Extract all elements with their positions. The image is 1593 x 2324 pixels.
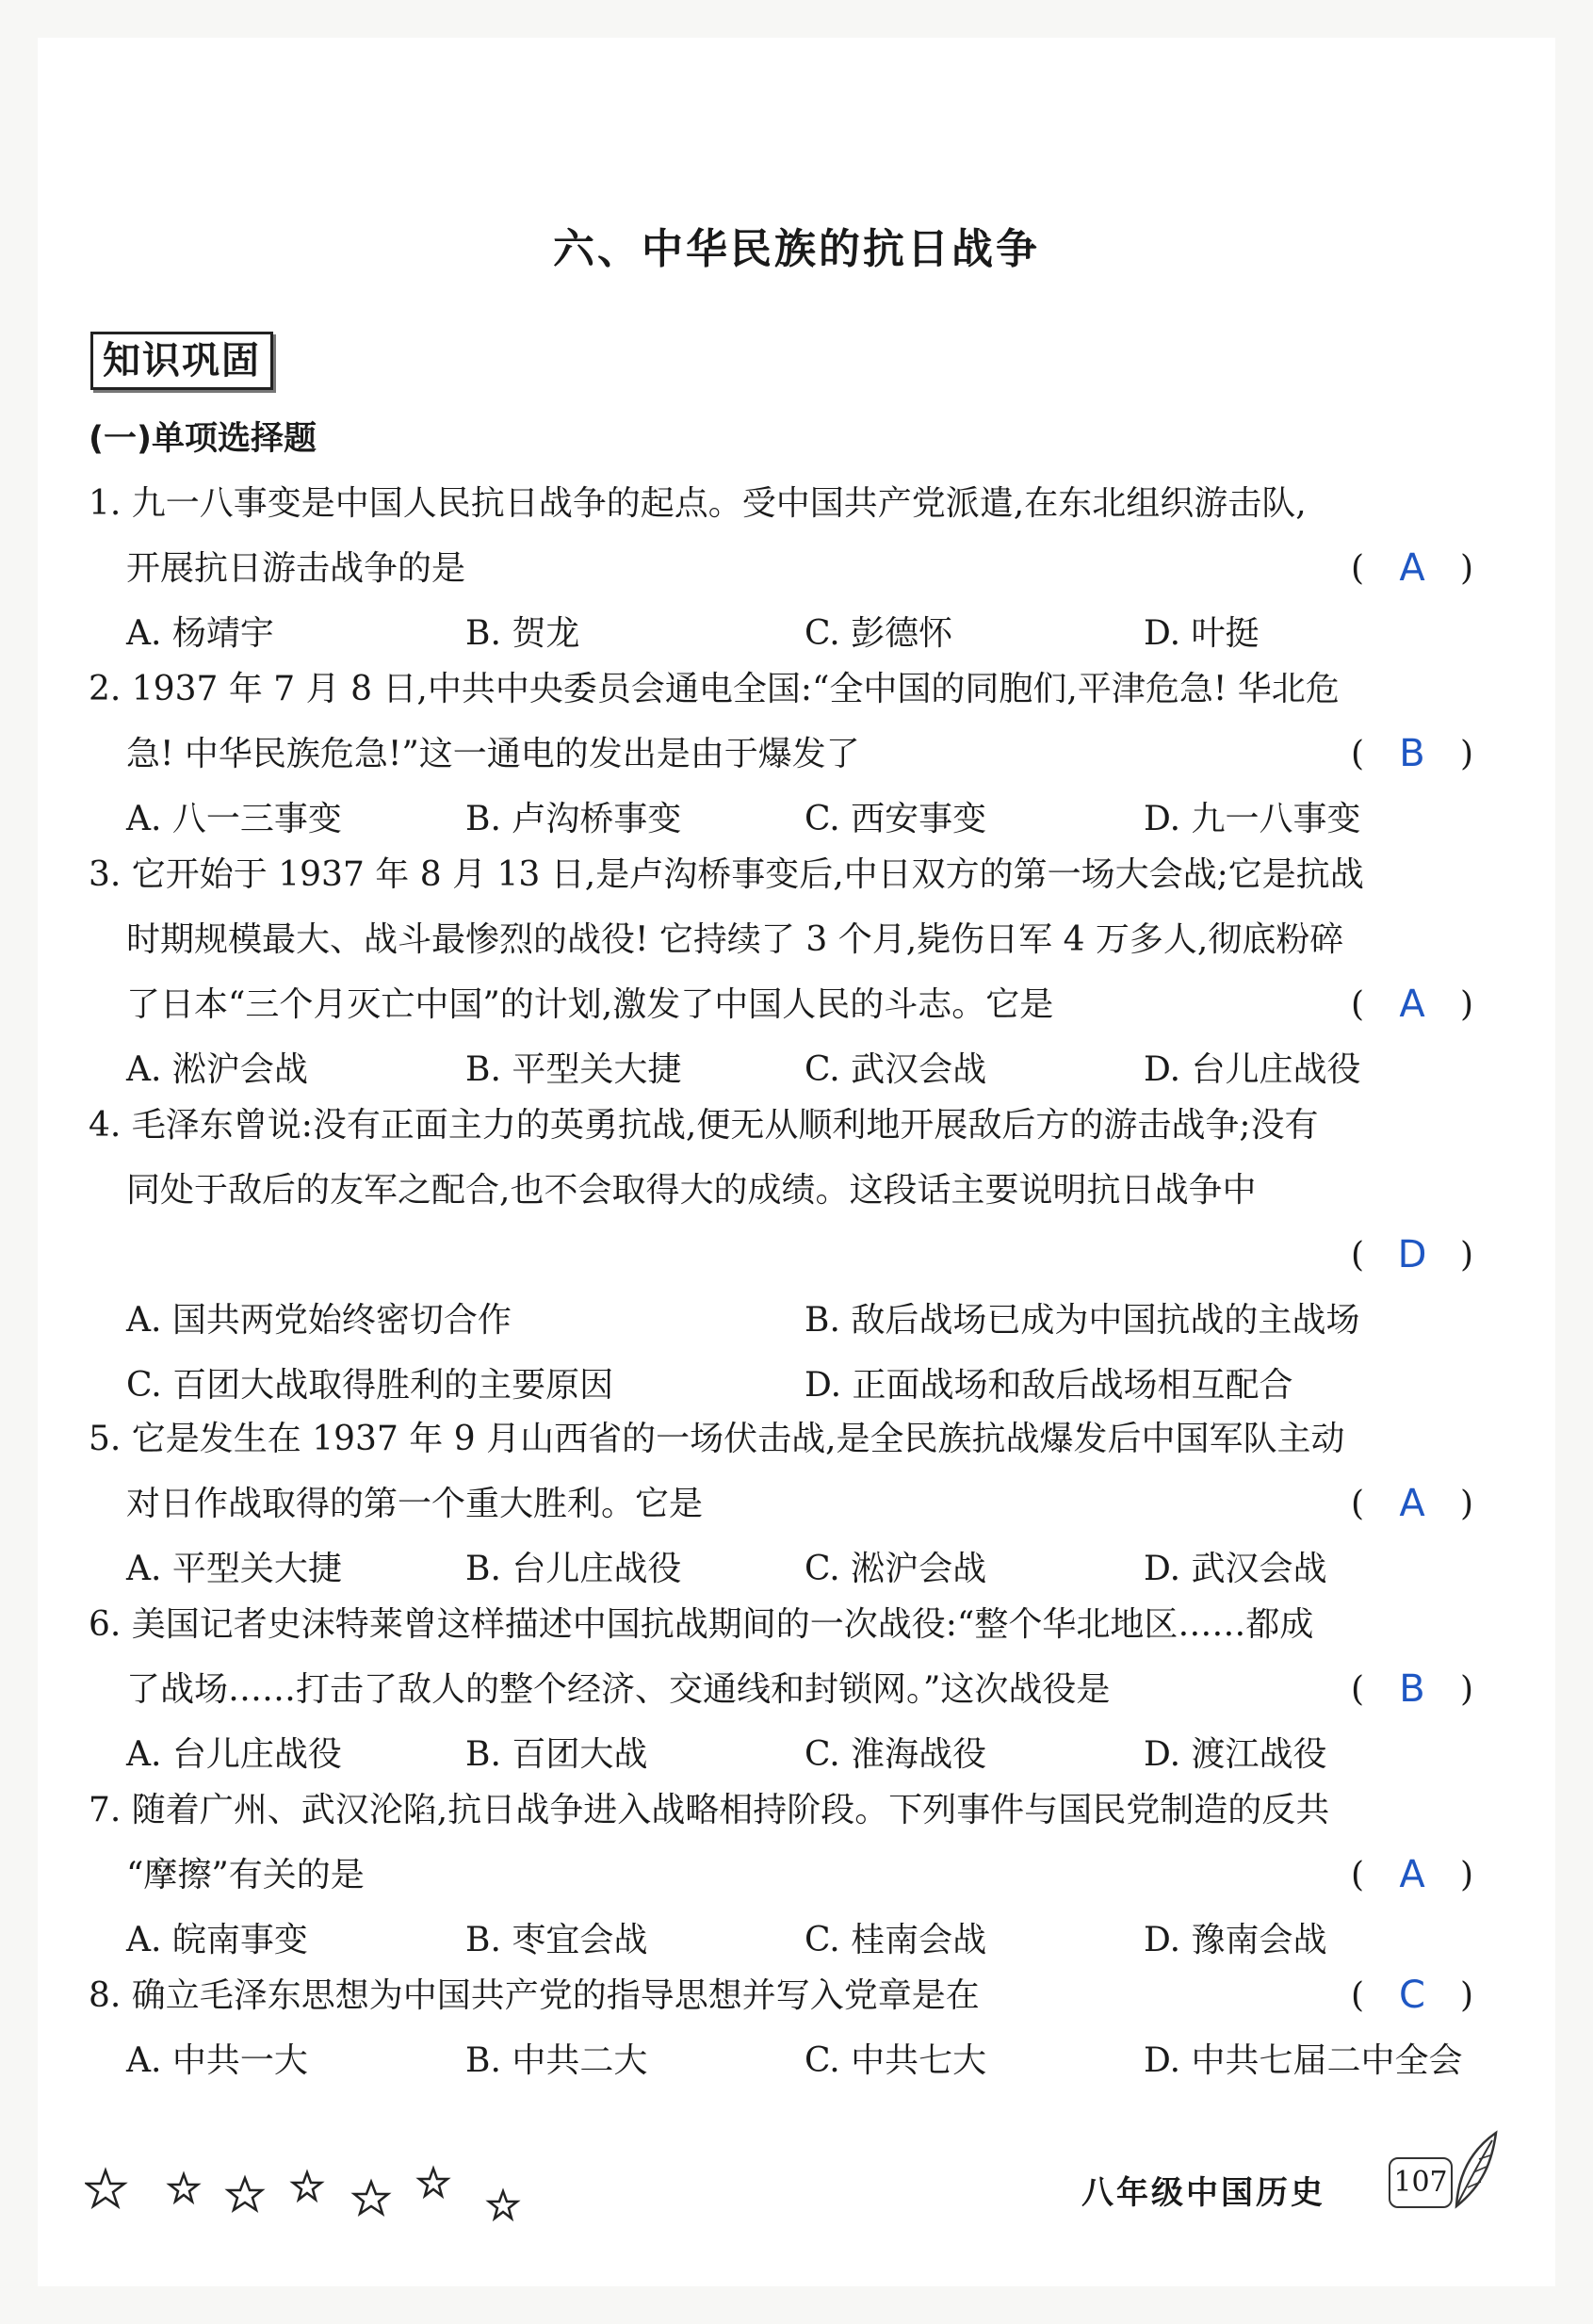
question-text: 急! 中华民族危急!”这一通电的发出是由于爆发了: [126, 735, 860, 773]
star-icon: [354, 2182, 388, 2214]
question-text-line: [89, 1778, 1473, 1843]
leaf-icon: [1449, 2127, 1502, 2212]
question-item: [89, 1406, 1473, 1601]
answer-box: [1351, 1657, 1473, 1722]
question-item: [89, 657, 1473, 852]
option: D. 中共七届二中全会: [1144, 2041, 1463, 2080]
question-text: 开展抗日游击战争的是: [126, 549, 466, 588]
option: A. 杨靖宇: [126, 614, 274, 653]
star-icon: [489, 2191, 517, 2218]
question-text-line: [89, 1223, 1473, 1288]
question-text: 时期规模最大、战斗最惨烈的战役! 它持续了 3 个月,毙伤日军 4 万多人,彻底粉碎: [126, 920, 1344, 959]
answer-box: [1351, 722, 1473, 787]
option: D. 武汉会战: [1144, 1550, 1327, 1588]
option: D. 豫南会战: [1144, 1921, 1327, 1959]
question-text-line: [89, 1657, 1473, 1722]
star-decoration: [85, 2157, 537, 2233]
question-text-line: [89, 1471, 1473, 1536]
option: A. 平型关大捷: [126, 1550, 342, 1588]
star-icon: [170, 2174, 198, 2202]
paren-close: ): [1459, 1670, 1473, 1709]
paren-close: ): [1459, 1976, 1473, 2015]
question-text: 了战场……打击了敌人的整个经济、交通线和封锁网。”这次战役是: [126, 1670, 1111, 1709]
options-row: [89, 2028, 1473, 2093]
star-icon: [419, 2169, 447, 2196]
option: B. 敌后战场已成为中国抗战的主战场: [805, 1301, 1360, 1340]
option: B. 台儿庄战役: [465, 1550, 682, 1588]
answer-letter: B: [1399, 1667, 1425, 1711]
question-text-line: [89, 1843, 1473, 1908]
option: A. 国共两党始终密切合作: [126, 1301, 512, 1340]
question-text: 2. 1937 年 7 月 8 日,中共中央委员会通电全国:“全中国的同胞们,平津危急! 华北危: [89, 670, 1340, 708]
question-text: 7. 随着广州、武汉沦陷,抗日战争进入战略相持阶段。下列事件与国民党制造的反共: [89, 1791, 1330, 1829]
question-text: 对日作战取得的第一个重大胜利。它是: [126, 1485, 704, 1523]
answer-letter: D: [1397, 1233, 1427, 1276]
paren-open: (: [1351, 549, 1365, 588]
question-item: [89, 1093, 1473, 1418]
page-number: 107: [1389, 2157, 1453, 2208]
question-text-line: [89, 471, 1473, 536]
question-text-line: [89, 842, 1473, 907]
option: B. 贺龙: [465, 614, 580, 653]
option: C. 桂南会战: [805, 1921, 987, 1959]
answer-box: [1351, 1223, 1473, 1288]
question-text: 8. 确立毛泽东思想为中国共产党的指导思想并写入党章是在: [89, 1976, 980, 2015]
paren-open: (: [1351, 1236, 1365, 1275]
paren-close: ): [1459, 1236, 1473, 1275]
paren-open: (: [1351, 1976, 1365, 2015]
star-icon: [87, 2170, 124, 2206]
question-text: 4. 毛泽东曾说:没有正面主力的英勇抗战,便无从顺利地开展敌后方的游击战争;没有: [89, 1106, 1319, 1145]
option: C. 武汉会战: [805, 1050, 987, 1089]
answer-letter: A: [1399, 983, 1425, 1026]
paren-open: (: [1351, 1856, 1365, 1894]
question-text: “摩擦”有关的是: [126, 1856, 365, 1894]
answer-letter: B: [1399, 732, 1425, 775]
answer-letter: A: [1399, 1853, 1425, 1896]
option: D. 渡江战役: [1144, 1735, 1327, 1774]
paren-open: (: [1351, 1670, 1365, 1709]
question-text: 3. 它开始于 1937 年 8 月 13 日,是卢沟桥事变后,中日双方的第一场大会战;它是抗战: [89, 855, 1364, 894]
question-text-line: [89, 1406, 1473, 1471]
answer-box: [1351, 1963, 1473, 2028]
question-item: [89, 1592, 1473, 1787]
subheading: (一)单项选择题: [89, 420, 317, 458]
answer-box: [1351, 1471, 1473, 1536]
question-text-line: [89, 1963, 1473, 2028]
question-text-line: [89, 907, 1473, 972]
options-row: [89, 1288, 1473, 1353]
answer-box: [1351, 1843, 1473, 1908]
question-item: [89, 1963, 1473, 2093]
option: C. 淞沪会战: [805, 1550, 987, 1588]
question-text: 了日本“三个月灭亡中国”的计划,激发了中国人民的斗志。它是: [126, 985, 1054, 1024]
option: C. 淮海战役: [805, 1735, 987, 1774]
paren-open: (: [1351, 1485, 1365, 1523]
question-text: 1. 九一八事变是中国人民抗日战争的起点。受中国共产党派遣,在东北组织游击队,: [89, 484, 1307, 523]
answer-letter: A: [1399, 546, 1425, 590]
paren-open: (: [1351, 735, 1365, 773]
option: C. 中共七大: [805, 2041, 987, 2080]
question-text: 同处于敌后的友军之配合,也不会取得大的成绩。这段话主要说明抗日战争中: [126, 1171, 1257, 1210]
paren-close: ): [1459, 985, 1473, 1024]
question-text-line: [89, 536, 1473, 601]
option: D. 台儿庄战役: [1144, 1050, 1361, 1089]
option: A. 中共一大: [126, 2041, 308, 2080]
book-title: 八年级中国历史: [1081, 2174, 1325, 2212]
option: C. 彭德怀: [805, 614, 953, 653]
option: B. 中共二大: [465, 2041, 648, 2080]
option: A. 淞沪会战: [126, 1050, 308, 1089]
question-text-line: [89, 657, 1473, 722]
paren-open: (: [1351, 985, 1365, 1024]
answer-box: [1351, 536, 1473, 601]
question-text-line: [89, 722, 1473, 787]
option: A. 台儿庄战役: [126, 1735, 342, 1774]
question-text-line: [89, 1158, 1473, 1223]
section-label: 知识巩固: [90, 332, 273, 390]
answer-letter: C: [1399, 1974, 1425, 2017]
question-text-line: [89, 1592, 1473, 1657]
paren-close: ): [1459, 1856, 1473, 1894]
option: D. 叶挺: [1144, 614, 1260, 653]
option: A. 八一三事变: [126, 800, 342, 838]
option: D. 正面战场和敌后战场相互配合: [805, 1366, 1293, 1405]
question-text-line: [89, 1093, 1473, 1158]
option: B. 枣宜会战: [465, 1921, 648, 1959]
option: B. 卢沟桥事变: [465, 800, 682, 838]
option: A. 皖南事变: [126, 1921, 308, 1959]
paren-close: ): [1459, 1485, 1473, 1523]
question-item: [89, 1778, 1473, 1973]
question-item: [89, 842, 1473, 1102]
question-text: 5. 它是发生在 1937 年 9 月山西省的一场伏击战,是全民族抗战爆发后中国军队主动: [89, 1420, 1345, 1458]
option: C. 西安事变: [805, 800, 987, 838]
option: B. 平型关大捷: [465, 1050, 682, 1089]
answer-letter: A: [1399, 1482, 1425, 1525]
paren-close: ): [1459, 549, 1473, 588]
paren-close: ): [1459, 735, 1473, 773]
question-text-line: [89, 972, 1473, 1037]
question-text: 6. 美国记者史沫特莱曾这样描述中国抗战期间的一次战役:“整个华北地区……都成: [89, 1605, 1314, 1644]
option: B. 百团大战: [465, 1735, 648, 1774]
star-icon: [293, 2172, 321, 2200]
star-icon: [228, 2178, 262, 2210]
question-item: [89, 471, 1473, 666]
option: C. 百团大战取得胜利的主要原因: [126, 1366, 614, 1405]
option: D. 九一八事变: [1144, 800, 1361, 838]
answer-box: [1351, 972, 1473, 1037]
page-title: 六、中华民族的抗日战争: [553, 225, 1040, 273]
